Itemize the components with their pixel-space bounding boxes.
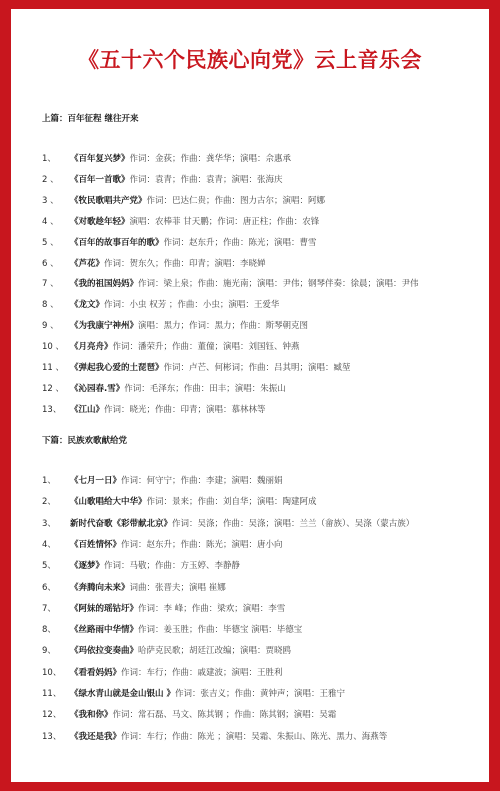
item-number: 13、 xyxy=(42,404,62,415)
song-credits: 作词：潘荣升；作曲：董僮；演唱：刘国钰、钟燕 xyxy=(112,342,300,353)
program-item xyxy=(0,361,500,375)
song-credits: 词曲：张晋夫；演唱 崔娜 xyxy=(129,582,226,593)
song-info xyxy=(70,236,317,248)
song-credits: 演唱：黑力；作词：黑力；作曲：斯琴朝克图 xyxy=(138,321,309,332)
song-title: 《逐梦》 xyxy=(70,561,105,572)
song-credits: 作词：景来；作曲：刘自华；演唱：陶建阿成 xyxy=(146,497,317,508)
program-item xyxy=(0,173,500,187)
song-info xyxy=(70,319,308,331)
song-credits: 作词：赵东升；作曲：陈光；演唱：唐小向 xyxy=(121,539,283,550)
item-number: 8、 xyxy=(42,625,56,636)
program-item xyxy=(0,623,500,637)
song-info xyxy=(70,361,351,373)
song-title: 《牧民歌唱共产党》 xyxy=(70,195,147,206)
program-item xyxy=(0,666,500,680)
section-heading-part2: 下篇：民族欢歌献给党 xyxy=(42,436,128,446)
item-number: 12 、 xyxy=(42,383,65,394)
song-title: 《百年复兴梦》 xyxy=(70,154,130,164)
song-info xyxy=(70,644,291,656)
program-item xyxy=(0,538,500,552)
song-credits: 作词：张吉义；作曲：黄钟声；演唱：王雅宁 xyxy=(174,689,345,699)
song-title: 新时代奋歌《彩带献北京》 xyxy=(70,518,173,529)
section-heading-part1: 上篇：百年征程 继往开来 xyxy=(42,114,139,124)
song-info xyxy=(70,559,240,571)
song-title: 《百年的故事百年的歌》 xyxy=(70,237,164,248)
program-item xyxy=(0,602,500,616)
song-info xyxy=(70,708,336,720)
song-credits: 作词：吴涤；作曲：吴涤；演唱：兰兰（畲族）、吴涤（蒙古族） xyxy=(172,518,415,529)
song-title: 《百姓情怀》 xyxy=(70,539,122,550)
song-credits: 作词：何守宁；作曲：李建；演唱：魏丽娟 xyxy=(121,476,283,486)
program-item xyxy=(0,517,500,531)
song-info xyxy=(70,277,419,289)
program-item xyxy=(0,474,500,488)
song-title: 《玛依拉变奏曲》 xyxy=(70,646,139,657)
song-info xyxy=(70,687,345,699)
song-title: 《我还是我》 xyxy=(70,731,122,742)
item-number: 3 、 xyxy=(42,195,59,206)
song-info xyxy=(70,152,291,164)
song-title: 《月亮舟》 xyxy=(70,342,113,353)
song-title: 《江山》 xyxy=(70,404,105,415)
song-info xyxy=(70,382,286,394)
item-number: 6 、 xyxy=(42,258,59,269)
song-title: 《丝路雨中华情》 xyxy=(70,625,139,636)
item-number: 13、 xyxy=(42,731,62,742)
song-info xyxy=(70,215,319,227)
item-number: 1、 xyxy=(42,154,56,164)
item-number: 12、 xyxy=(42,710,62,721)
song-title: 《龙文》 xyxy=(70,300,105,311)
item-number: 2 、 xyxy=(42,174,59,185)
program-item xyxy=(0,319,500,333)
song-info xyxy=(70,581,226,593)
item-number: 4 、 xyxy=(42,216,59,227)
song-credits: 哈萨克民歌；胡廷江改编；演唱：贾晓鸥 xyxy=(138,646,292,657)
song-credits: 作词：车行；作曲：戚建波；演唱：王胜利 xyxy=(121,667,283,678)
song-info xyxy=(70,495,317,507)
song-title: 《弹起我心爱的土琵琶》 xyxy=(70,363,164,373)
song-info xyxy=(70,538,283,550)
program-item xyxy=(0,495,500,509)
song-title: 《百年一首歌》 xyxy=(70,174,130,185)
song-title: 《绿水青山就是金山银山 》 xyxy=(70,689,175,699)
song-credits: 作词：毛泽东；作曲：田丰；演唱：朱振山 xyxy=(124,383,286,394)
program-item xyxy=(0,687,500,701)
program-item xyxy=(0,257,500,271)
program-item xyxy=(0,382,500,396)
song-credits: 作词：马敬；作曲：方玉婷、李静静 xyxy=(104,561,241,572)
item-number: 10 、 xyxy=(42,342,65,353)
song-credits: 作词：姜玉胜；作曲：毕德宝 演唱：毕德宝 xyxy=(138,625,303,636)
song-credits: 作词：巴达仁贵；作曲：图力古尔；演唱：阿娜 xyxy=(146,195,326,206)
song-info xyxy=(70,474,283,486)
song-title: 《对歌趁年轻》 xyxy=(70,216,130,227)
song-title: 《沁园春.雪》 xyxy=(70,383,125,394)
song-info xyxy=(70,730,387,742)
song-info xyxy=(70,623,302,635)
item-number: 6、 xyxy=(42,582,56,593)
song-credits: 作词：小虫 权芳 ；作曲：小虫；演唱：王爱华 xyxy=(104,300,280,311)
program-item xyxy=(0,236,500,250)
program-item xyxy=(0,581,500,595)
item-number: 5 、 xyxy=(42,237,59,248)
program-item xyxy=(0,559,500,573)
song-credits: 作词：梁上泉；作曲：施光南；演唱：尹伟；钢琴伴奏：徐晨；演唱：尹伟 xyxy=(138,279,419,290)
song-title: 《七月一日》 xyxy=(70,476,122,486)
program-item xyxy=(0,298,500,312)
item-number: 1、 xyxy=(42,476,56,486)
song-info xyxy=(70,403,266,415)
song-title: 《为我康宁神州》 xyxy=(70,321,139,332)
item-number: 5、 xyxy=(42,561,56,572)
item-number: 4、 xyxy=(42,539,56,550)
program-item xyxy=(0,277,500,291)
song-credits: 作词：常石磊、马文、陈其钢 ；作曲：陈其钢；演唱：吴霜 xyxy=(112,710,337,721)
program-item xyxy=(0,152,500,166)
song-title: 《芦花》 xyxy=(70,258,105,269)
item-number: 9、 xyxy=(42,646,56,657)
song-info xyxy=(70,298,279,310)
item-number: 11 、 xyxy=(42,363,65,373)
program-item xyxy=(0,215,500,229)
song-info xyxy=(70,194,325,206)
page-title: 《五十六个民族心向党》云上音乐会 xyxy=(78,48,422,72)
item-number: 9 、 xyxy=(42,321,59,332)
song-info xyxy=(70,257,266,269)
program-item xyxy=(0,708,500,722)
song-credits: 作词：贺东久；作曲：印青；演唱：李晓婵 xyxy=(104,258,266,269)
program-item xyxy=(0,730,500,744)
item-number: 10、 xyxy=(42,667,62,678)
item-number: 2、 xyxy=(42,497,56,508)
song-title: 《阿妹的瑶钴圩》 xyxy=(70,603,139,614)
song-credits: 作词：赵东升；作曲：陈光；演唱：曹雪 xyxy=(163,237,317,248)
song-title: 《我和你》 xyxy=(70,710,113,721)
song-info xyxy=(70,602,285,614)
program-item xyxy=(0,340,500,354)
song-title: 《奔腾向未来》 xyxy=(70,582,130,593)
item-number: 3、 xyxy=(42,518,56,529)
song-credits: 作词：卢芒、何彬词；作曲：吕其明；演唱：臧堃 xyxy=(163,363,351,373)
song-info xyxy=(70,173,283,185)
song-credits: 作词：晓光；作曲：印青；演唱：慕林林等 xyxy=(104,404,266,415)
item-number: 7 、 xyxy=(42,279,59,290)
song-title: 《山歌唱给大中华》 xyxy=(70,497,147,508)
song-credits: 作词：车行；作曲：陈光 ；演唱：吴霜、朱振山、陈光、黑力、海燕等 xyxy=(121,731,388,742)
song-credits: 作词：李 峰；作曲：梁欢；演唱：李雪 xyxy=(138,603,286,614)
song-credits: 作词：金荻；作曲：龚华华；演唱：佘惠承 xyxy=(129,154,292,164)
program-item xyxy=(0,644,500,658)
song-title: 《我的祖国妈妈》 xyxy=(70,279,139,290)
song-title: 《看看妈妈》 xyxy=(70,667,122,678)
item-number: 11、 xyxy=(42,689,62,699)
item-number: 7、 xyxy=(42,603,56,614)
program-item xyxy=(0,194,500,208)
item-number: 8 、 xyxy=(42,300,59,311)
song-info xyxy=(70,517,414,529)
program-item xyxy=(0,403,500,417)
song-info xyxy=(70,666,283,678)
song-credits: 演唱：农棒菲 甘天鹏；作词：唐正柱；作曲：农锋 xyxy=(129,216,320,227)
song-info xyxy=(70,340,300,352)
song-credits: 作词：袁青；作曲：袁青；演唱：张海庆 xyxy=(129,174,283,185)
